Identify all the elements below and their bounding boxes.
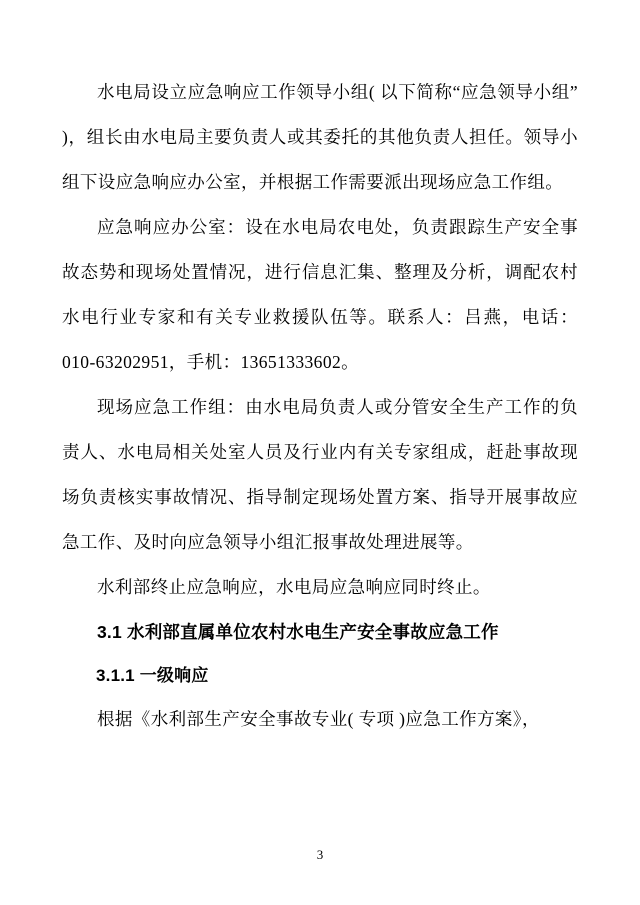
- paragraph-response-office: 应急响应办公室：设在水电局农电处，负责跟踪生产安全事故态势和现场处置情况，进行信息汇集、整理及分析，调配农村水电行业专家和有关专业救援队伍等。联系人：吕燕，电话：010-63202951，手机：13651333602。: [62, 217, 578, 372]
- paragraph-leading-group: 水电局设立应急响应工作领导小组( 以下简称“应急领导小组” )，组长由水电局主要负责人或其委托的其他负责人担任。领导小组下设应急响应办公室，并根据工作需要派出现场应急工作组。: [62, 82, 578, 192]
- page-number: 3: [316, 847, 324, 862]
- heading-3-1-1: 3.1.1 一级响应: [96, 666, 209, 685]
- paragraph-termination: 水利部终止应急响应，水电局应急响应同时终止。: [97, 577, 491, 597]
- paragraph-field-workgroup: 现场应急工作组：由水电局负责人或分管安全生产工作的负责人、水电局相关处室人员及行业内有关专家组成，赶赴事故现场负责核实事故情况、指导制定现场处置方案、指导开展事故应急工作、及时向应急领导小组汇报事故处理进展等。: [62, 397, 578, 552]
- heading-3-1: 3.1 水利部直属单位农村水电生产安全事故应急工作: [97, 622, 499, 642]
- paragraph-level-one-basis: 根据《水利部生产安全事故专业( 专项 )应急工作方案》，: [97, 709, 540, 729]
